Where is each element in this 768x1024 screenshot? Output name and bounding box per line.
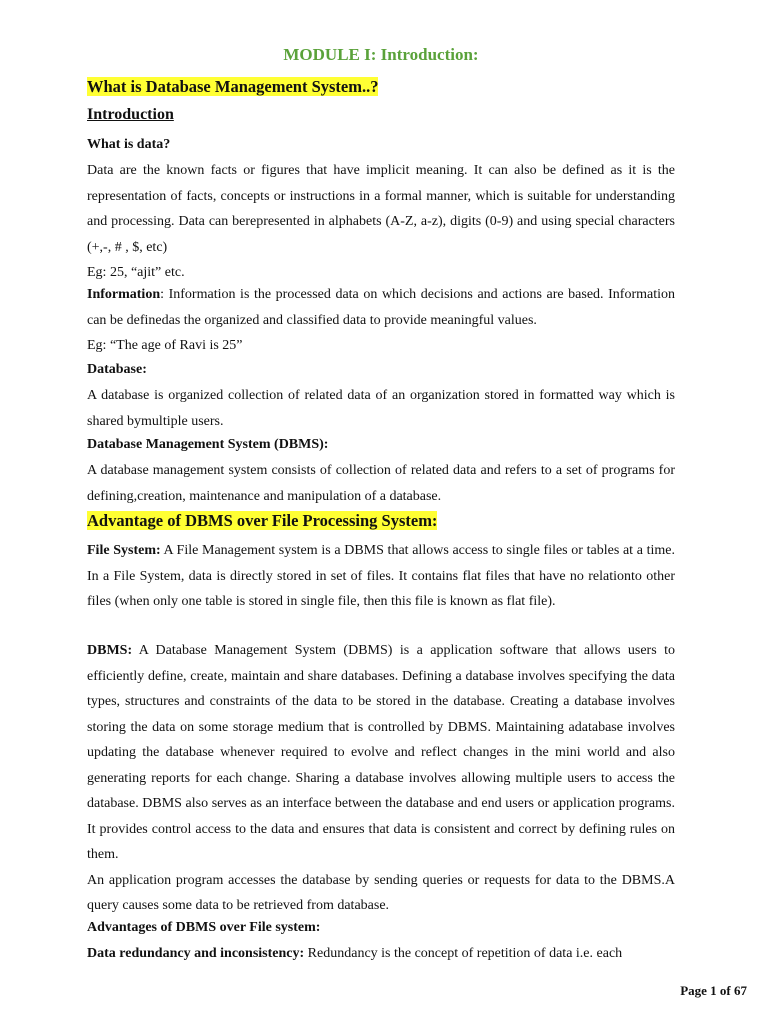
dbms-paragraph: A database management system consists of collection of related data and refers to a set of programs for defining,creation, maintenance and manipulation of a database. bbox=[87, 463, 675, 504]
heading-advantage bbox=[87, 511, 675, 531]
information-paragraph bbox=[87, 282, 675, 333]
file-system-label: File System: bbox=[87, 543, 161, 558]
information-example: Eg: “The age of Ravi is 25” bbox=[87, 338, 243, 353]
database-paragraph: A database is organized collection of related data of an organization stored in formatted way which is shared bymultiple users. bbox=[87, 388, 675, 429]
dbms-detail-paragraph bbox=[87, 638, 675, 868]
application-paragraph: An application program accesses the database by sending queries or requests for data to the DBMS.A query causes some data to be retrieved from database. bbox=[87, 872, 675, 913]
heading-introduction: Introduction bbox=[87, 106, 174, 123]
dbms-detail-label: DBMS: bbox=[87, 643, 133, 658]
section-file-system bbox=[87, 538, 675, 615]
redundancy-label: Data redundancy and inconsistency: bbox=[87, 946, 305, 961]
dbms-subheading: Database Management System (DBMS): bbox=[87, 437, 329, 452]
section-advantages-list bbox=[87, 915, 675, 967]
redundancy-paragraph bbox=[87, 941, 675, 967]
heading-advantage-text: Advantage of DBMS over File Processing System: bbox=[87, 511, 438, 530]
file-system-text: A File Management system is a DBMS that allows access to single files or tables at a time. In a File System, data is directly stored in set of files. It contains flat files that have no relationto other files (when only one table is stored in single file, then this file is known as flat file). bbox=[87, 543, 675, 609]
data-subheading: What is data? bbox=[87, 137, 171, 152]
redundancy-text: Redundancy is the concept of repetition of data i.e. each bbox=[304, 946, 623, 961]
database-subheading: Database: bbox=[87, 362, 147, 377]
page-number: Page 1 of 67 bbox=[680, 983, 747, 998]
information-label: Information bbox=[87, 287, 161, 302]
section-information bbox=[87, 282, 675, 359]
section-data bbox=[87, 132, 675, 286]
information-text: : Information is the processed data on which decisions and actions are based. Information can be definedas the organized and classified data to provide meaningful values. bbox=[87, 287, 675, 328]
advantages-subheading: Advantages of DBMS over File system: bbox=[87, 920, 321, 935]
heading-what-is-dbms-text: What is Database Management System..? bbox=[87, 77, 379, 96]
data-example: Eg: 25, “ajit” etc. bbox=[87, 265, 185, 280]
section-dbms bbox=[87, 432, 675, 509]
section-database bbox=[87, 357, 675, 434]
section-dbms-detail bbox=[87, 638, 675, 919]
dbms-detail-text: A Database Management System (DBMS) is a application software that allows users to efficiently define, create, maintain and share databases. Defining a database involves specifying the data types, structures and constraints of the data to be stored in the database. Creating a database involves storing the data on some storage medium that is controlled by DBMS. Maintaining adatabase involves updating the database whenever required to evolve and reflect changes in the mini world and also generating reports for each change. Sharing a database involves allowing multiple users to access the database. DBMS also serves as an interface between the database and end users or application programs. It provides control access to the data and ensures that data is consistent and correct by defining rules on them. bbox=[87, 643, 675, 862]
heading-what-is-dbms bbox=[87, 77, 378, 97]
file-system-paragraph bbox=[87, 538, 675, 615]
module-title: MODULE I: Introduction: bbox=[283, 45, 479, 64]
data-paragraph: Data are the known facts or figures that have implicit meaning. It can also be defined as it is the representation of facts, concepts or instructions in a formal manner, which is suitable for understanding and processing. Data can berepresented in alphabets (A-Z, a-z), digits (0-9) and using special characters (+,-, # , $, etc) bbox=[87, 163, 675, 255]
